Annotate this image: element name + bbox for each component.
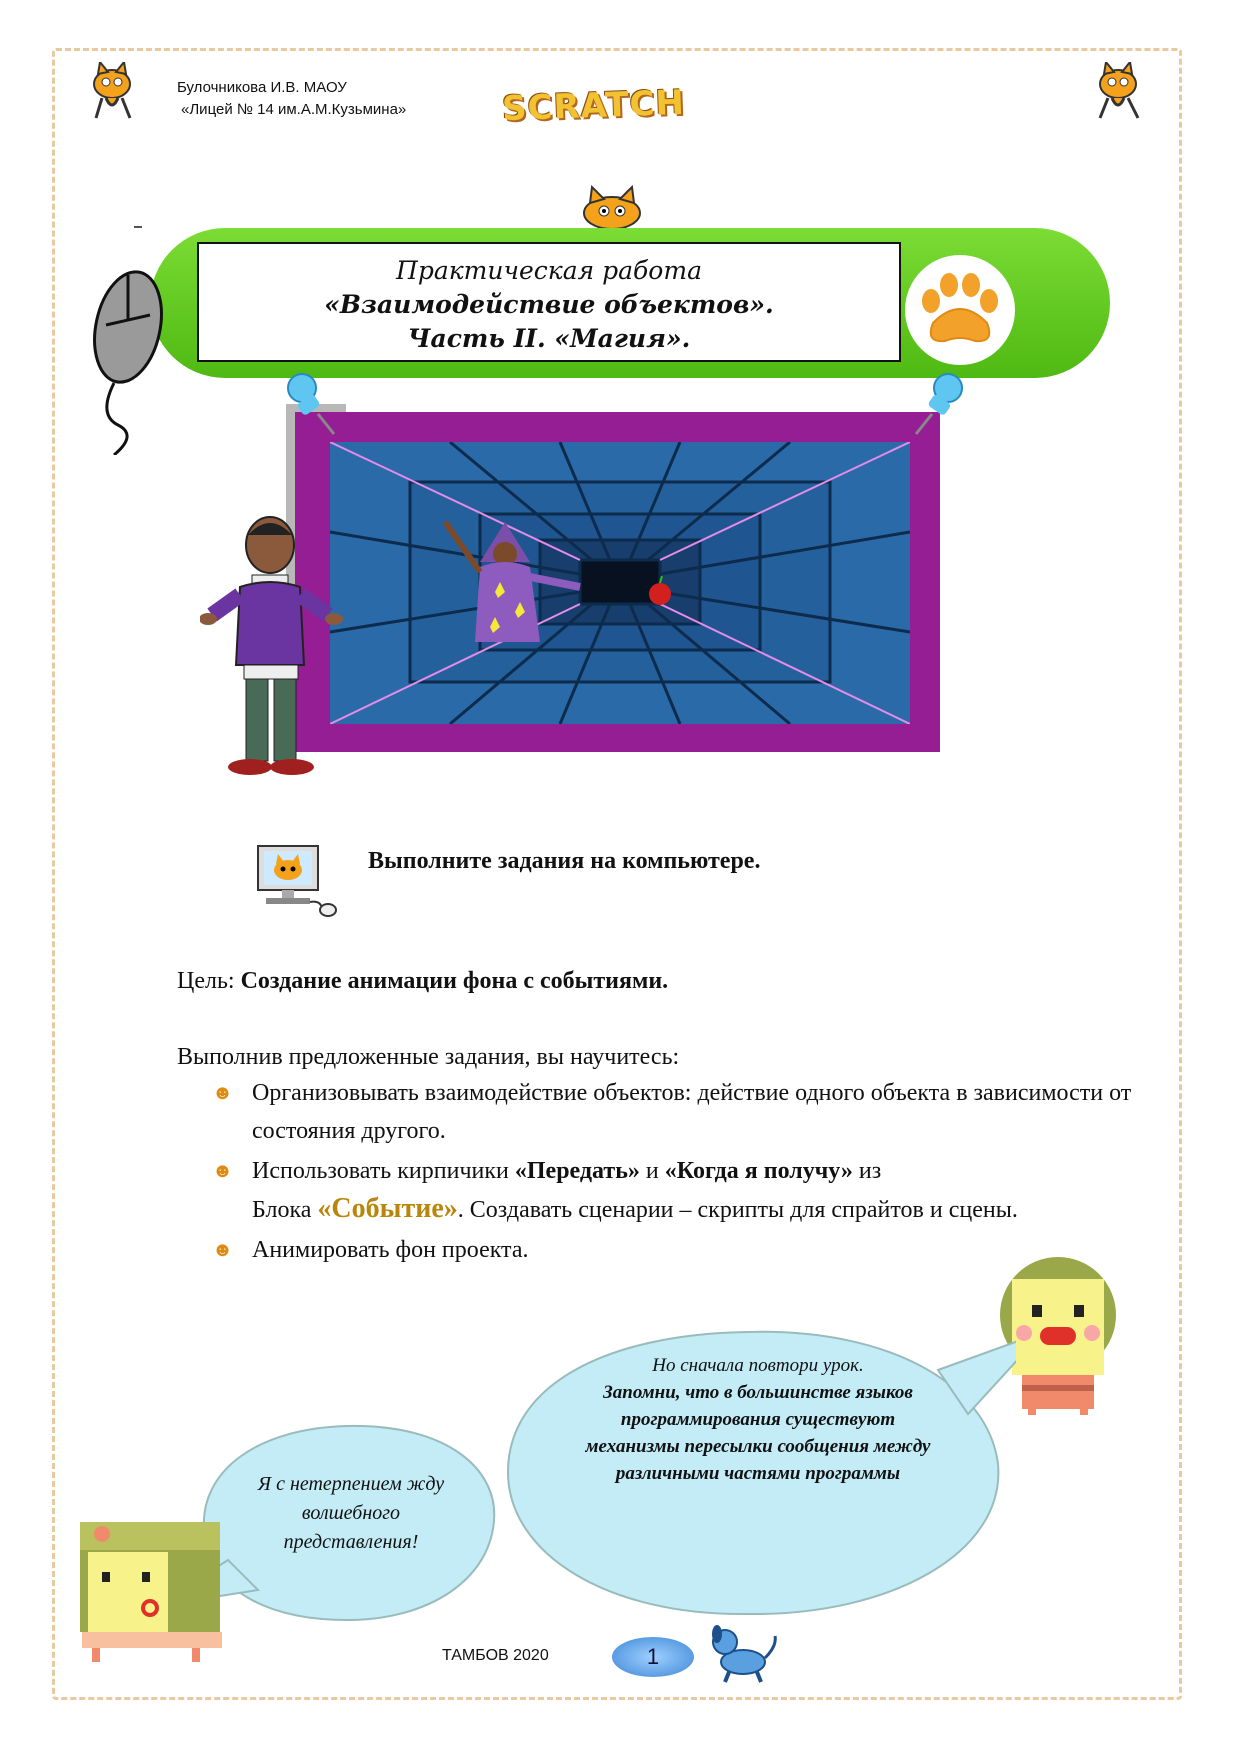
b2-keyword-receive: «Когда я получу» xyxy=(664,1158,853,1184)
peeking-cat-icon xyxy=(572,183,652,228)
bullet-text-2 xyxy=(252,1152,1142,1229)
b2-block-event: «Событие» xyxy=(317,1193,458,1224)
bullet-text-3: Анимировать фон проекта. xyxy=(252,1237,529,1263)
b2-pre: Использовать кирпичики xyxy=(252,1158,515,1184)
b2-mid: и xyxy=(639,1158,665,1184)
dog-icon xyxy=(703,1622,783,1684)
instruction-text: Выполните задания на компьютере. xyxy=(368,848,761,874)
b2-line2-post: . Создавать сценарии – скрипты для спрайтов и сцены. xyxy=(457,1197,1018,1223)
boy-character-icon xyxy=(200,515,350,785)
page-title xyxy=(197,242,901,362)
footer-city-year: ТАМБОВ 2020 xyxy=(442,1647,549,1664)
title-line2: «Взаимодействие объектов». xyxy=(324,290,774,319)
list-item xyxy=(212,1074,1142,1150)
paw-icon xyxy=(905,255,1015,365)
b2-post: из xyxy=(852,1158,882,1184)
bubble-left-text: Я с нетерпением жду волшебного представления! xyxy=(257,1473,445,1553)
cat-bullet-icon: ☻ xyxy=(212,1082,234,1104)
author-line1: Булочникова И.В. МАОУ xyxy=(177,79,347,96)
scratch-cat-icon xyxy=(1088,62,1148,124)
goal xyxy=(177,962,668,1000)
dancer-character-icon xyxy=(72,1512,232,1662)
bullet-list xyxy=(212,1074,1142,1269)
computer-mouse-icon xyxy=(78,265,178,455)
author-info xyxy=(177,77,406,121)
title-line1: Практическая работа xyxy=(396,256,702,285)
bubble-right-bold: Запомни, что в большинстве языков программирования существуют механизмы пересылки сообщения между различными частями программы xyxy=(585,1382,931,1484)
b2-line2-pre: Блока xyxy=(252,1197,318,1223)
scratch-cat-icon xyxy=(82,62,142,124)
list-item xyxy=(212,1152,1142,1229)
intro-text: Выполнив предложенные задания, вы научитесь: xyxy=(177,1044,680,1070)
bubble-right-text xyxy=(578,1352,938,1487)
bullet-text-1: Организовывать взаимодействие объектов: действие одного объекта в зависимости от состояния другого. xyxy=(252,1080,1132,1144)
b2-keyword-send: «Передать» xyxy=(514,1158,640,1184)
cat-bullet-icon: ☻ xyxy=(212,1160,234,1182)
tunnel-grid xyxy=(330,442,910,724)
bubble-right-line1: Но сначала повтори урок. xyxy=(652,1355,864,1376)
pushpin-icon xyxy=(908,370,968,440)
computer-cat-icon xyxy=(256,844,340,920)
magic-tunnel xyxy=(330,442,910,724)
mark xyxy=(134,226,142,228)
cat-bullet-icon: ☻ xyxy=(212,1239,234,1261)
scratch-logo: SCRATCH xyxy=(501,82,686,130)
goal-label: Цель: xyxy=(177,968,241,994)
goal-text: Создание анимации фона с событиями. xyxy=(240,968,669,994)
page-number: 1 xyxy=(612,1637,694,1677)
title-line3: Часть II. «Магия». xyxy=(407,324,691,353)
pushpin-icon xyxy=(282,370,342,440)
author-line2: «Лицей № 14 им.А.М.Кузьмина» xyxy=(181,101,407,118)
paw-badge xyxy=(905,255,1015,365)
